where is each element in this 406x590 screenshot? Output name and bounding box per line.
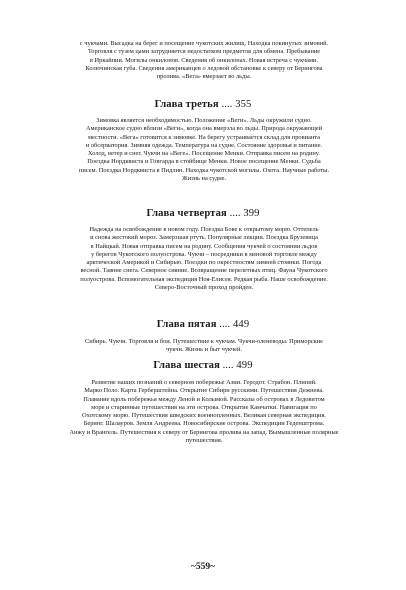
chapter-4-heading [0, 208, 406, 219]
summary-line: Поездка Нордквиста и Говгарда в стойбище Менки. Новое посещение Менки. Судьба [87, 158, 321, 166]
summary-line: море и старинные путешествия на эти острова. Открытие Камчатки. Навигация по [91, 403, 317, 411]
summary-line: арктической Америкой и Сибирью. Поездки по окрестностям зимней стоянки. Погода [86, 259, 322, 267]
summary-line: Марко Поло. Карта Герберштейна. Открытие Сибири русскими. Путешествия Дежнева. [84, 387, 324, 395]
summary-line: Анжу и Врангель. Путешествия к северу от Берингова пролива на запад. Вымышленные полярные [69, 428, 339, 436]
chapter-3-heading [0, 99, 406, 110]
chapter-page: .... 399 [229, 208, 260, 219]
summary-line: Жизнь на судне. [181, 175, 227, 183]
summary-line: и обсерватория. Зимняя одежда. Температура на судне. Состояние здоровья и питание. [85, 141, 323, 149]
chapter-title: Глава пятая [156, 319, 217, 330]
summary-line: Сибирь. Чукчи. Торговля и бои. Путешествие к чукчам. Чукчи-оленеводы. Приморские [85, 338, 323, 345]
summary-line: Беринг. Шалауров. Земля Андреева. Новосибирские острова. Экспедиции Геденштрома. [83, 420, 325, 428]
summary-line: местности. «Вега» готовится к зимовке. На берегу устраивается склад для провианта [88, 133, 320, 141]
chapter-page: .... 499 [222, 360, 253, 371]
summary-line: Развитие наших познаний о северном побережье Азии. Геродот. Страбон. Плиний. [91, 379, 317, 386]
intro-line: пролива. «Вега» вмерзает во льды. [156, 73, 252, 81]
summary-line: Американское судно вблизи «Веги», когда она вмерзла во льды. Природа окружающей [85, 125, 323, 133]
summary-line: полуострова. Вспомогательная экспедиция Ноя-Елисея. Редкая рыба. Наше освобождение. [80, 275, 328, 283]
summary-line: и снова жестокий мороз. Замерзшая ртуть. Популярные лекции. Поездка Брузевица [90, 234, 318, 242]
summary-line: Северо-Восточный проход пройден. [154, 284, 254, 292]
summary-line: Зимовка является необходимостью. Положение «Веги». Льды окружили судно. [96, 117, 312, 124]
intro-paragraph [40, 40, 368, 81]
chapter-page: .... 449 [219, 319, 250, 330]
intro-line: с чукчами. Высадка на берег и посещение чукотских жилищ. Находка покинутых зимовий. [79, 40, 329, 47]
chapter-5-heading [0, 319, 406, 330]
summary-line: Плавание вдоль побережья между Леной и Колымой. Рассказы об островах в Ледовитом [83, 395, 325, 403]
chapter-page: .... 355 [221, 99, 252, 110]
summary-line: весной. Таяние снега. Северное сияние. Возвращение перелетных птиц. Фауна Чукотского [80, 267, 328, 275]
summary-line: Охотскому морю. Путешествия шведских военнопленных. Великая северная экспедиция. [82, 412, 326, 420]
chapter-title: Глава шестая [153, 360, 220, 371]
summary-line: у берегов Чукотского полуострова. Чукчи – посредники в меновой торговле между [91, 250, 317, 258]
summary-line: чукчи. Жизнь и быт чукчей. [166, 346, 242, 354]
chapter-5-summary [40, 338, 368, 355]
intro-line: в Иркайпии. Могилы онкилонов. Сведения об онкилонах. Новая встреча с чукчами. [89, 56, 319, 64]
intro-line: Торговля с тузем цами затрудняется недостатком предметов для обмена. Пребывание [87, 48, 321, 56]
summary-line: писем. Поездка Нордквиста в Пидлин. Находка чукотской могилы. Охота. Научные работы. [78, 166, 330, 174]
summary-line: в Найцкай. Новая отправка писем на родину. Сообщения чукчей о состоянии льдов [90, 242, 318, 250]
summary-line: Холод, ветер и снег. Чукчи на «Веге». Посещение Менки. Отправка писем на родину. [88, 150, 320, 158]
summary-line: Надежда на освобождение в новом году. Поездка Бове к открытому морю. Оттепель [89, 226, 319, 233]
chapter-3-summary [40, 117, 368, 183]
chapter-6-summary [40, 379, 368, 445]
chapter-title: Глава четвертая [146, 208, 227, 219]
chapter-6-heading [0, 360, 406, 371]
chapter-4-summary [40, 226, 368, 292]
page-number: ~559~ [190, 562, 216, 572]
summary-line: путешествия. [185, 437, 223, 445]
intro-line: Колючинская губа. Сведения американцев о ледовой обстановке к северу от Берингова [85, 64, 323, 72]
chapter-title: Глава третья [154, 99, 219, 110]
